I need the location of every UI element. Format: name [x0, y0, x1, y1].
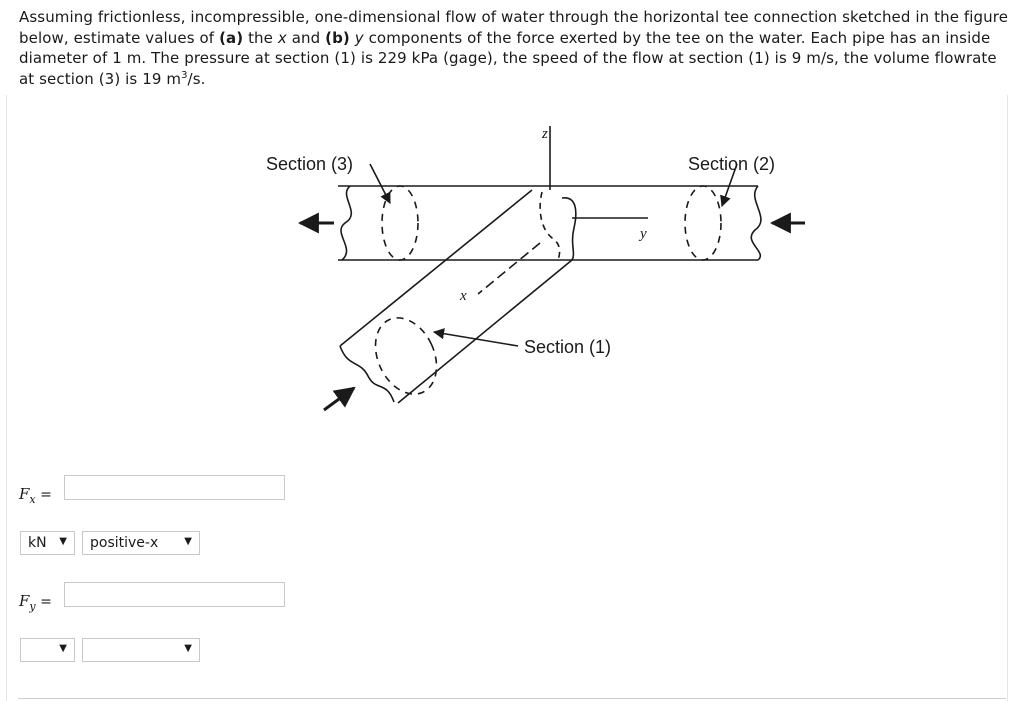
junction-opening — [540, 192, 559, 260]
chevron-down-icon: ▼ — [59, 536, 67, 547]
y-axis-label: y — [640, 226, 647, 242]
section1-label: Section (1) — [524, 337, 612, 357]
chevron-down-icon: ▼ — [184, 643, 192, 654]
fy-direction-select[interactable] — [82, 638, 200, 662]
section3-leader — [370, 164, 390, 203]
tee-connection-figure — [266, 118, 810, 418]
fx-input[interactable] — [64, 475, 285, 500]
branch-pipe-upper-edge — [340, 190, 532, 346]
fy-input[interactable] — [64, 582, 285, 607]
junction-curve — [562, 198, 576, 260]
section1-cross-section — [364, 308, 449, 404]
section2-label: Section (2) — [688, 154, 776, 174]
part-a-label: (a) — [219, 28, 244, 47]
fx-unit-select[interactable]: kN ▼ — [20, 531, 75, 555]
chevron-down-icon: ▼ — [184, 536, 192, 547]
x-axis-label: x — [460, 288, 467, 304]
fy-label: $F_y$ = — [19, 592, 52, 613]
section2-cross-section — [685, 186, 721, 260]
left-pipe-break — [341, 186, 351, 260]
x-axis — [478, 243, 540, 294]
question-text: Assuming frictionless, incompressible, one-dimensional flow of water through the horizontal tee connection sketched in the figure below, estimate values of (a) the x and (b) y components of the force exerted by the tee on the water. Each pipe has an inside diameter of 1 m. The pressure at section (1) is 229 kPa (gage), the speed of the flow at section (1) is 9 m/s, the volume flowrate at section (3) is 19 $m^3/s$. — [19, 8, 1009, 88]
section1-leader — [434, 332, 518, 346]
fx-label: $F_x$ = — [19, 485, 52, 506]
section3-label: Section (3) — [266, 154, 354, 174]
part-b-label: (b) — [325, 28, 350, 47]
panel-divider — [18, 698, 1006, 699]
flow-arrow-section1 — [324, 388, 354, 410]
z-axis-label: z — [542, 126, 548, 142]
fy-unit-select[interactable] — [20, 638, 75, 662]
chevron-down-icon: ▼ — [59, 643, 67, 654]
fx-direction-select[interactable]: positive-x ▼ — [82, 531, 200, 555]
right-pipe-break — [751, 186, 761, 260]
